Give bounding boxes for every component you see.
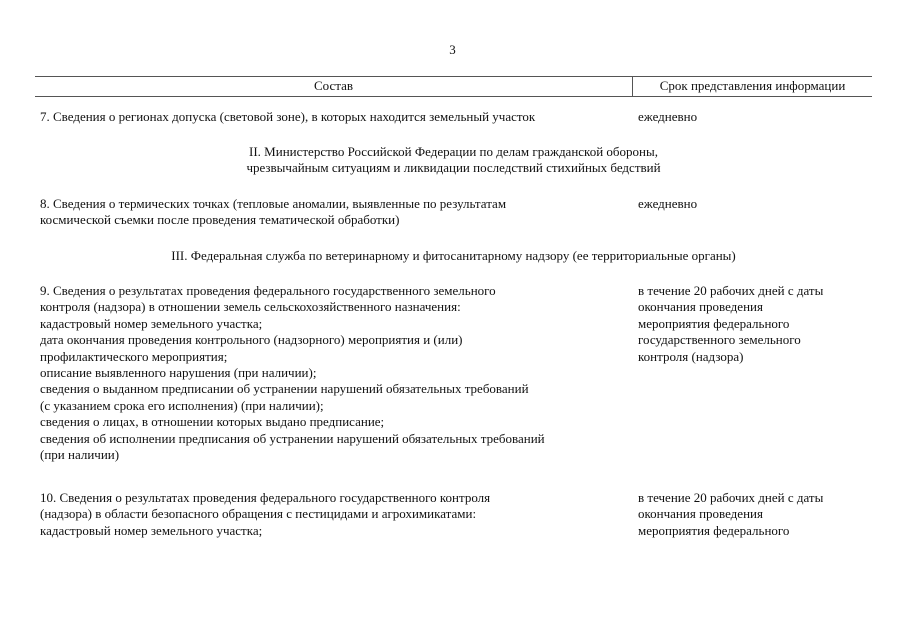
item-9-line: профилактического мероприятия; [40, 348, 228, 364]
item-8-deadline-line: ежедневно [638, 196, 698, 211]
item-10-line: (надзора) в области безопасного обращения с пестицидами и агрохимикатами: [40, 506, 477, 522]
item-8-description [40, 196, 630, 229]
item-9-deadline [638, 283, 878, 365]
item-8-line: 8. Сведения о термических точках (тепловые аномалии, выявленные по результатам [40, 196, 507, 211]
item-9-deadline-line: контроля (надзора) [638, 348, 744, 364]
item-9-description [40, 283, 630, 463]
item-9-deadline-line: окончания проведения [638, 299, 763, 315]
item-10-description [40, 490, 630, 539]
item-10-deadline-line: мероприятия федерального [638, 522, 790, 538]
item-7-deadline-line: ежедневно [638, 109, 698, 124]
section-2-heading-line: II. Министерство Российской Федерации по делам гражданской обороны, [249, 144, 658, 159]
item-10-deadline-line: окончания проведения [638, 506, 763, 522]
item-10-line: 10. Сведения о результатах проведения федерального государственного контроля [40, 490, 491, 505]
item-9-line: кадастровый номер земельного участка; [40, 315, 263, 331]
item-9-deadline-line: государственного земельного [638, 332, 801, 348]
section-2-heading-line: чрезвычайным ситуациям и ликвидации последствий стихийных бедствий [246, 160, 661, 176]
item-8-line: космической съемки после проведения тематической обработки) [40, 212, 400, 228]
table-header-bottom-rule [35, 96, 872, 97]
item-9-line: дата окончания проведения контрольного (надзорного) мероприятия и (или) [40, 332, 463, 348]
section-2-heading [35, 144, 872, 177]
table-header-top-rule [35, 76, 872, 77]
section-3-heading [35, 248, 872, 264]
item-8-deadline [638, 196, 878, 212]
item-9-line: сведения о выданном предписании об устранении нарушений обязательных требований [40, 381, 529, 397]
item-9-line: сведения об исполнении предписания об устранении нарушений обязательных требований [40, 430, 545, 446]
item-9-line: описание выявленного нарушения (при наличии); [40, 365, 317, 381]
item-7-description [40, 109, 630, 125]
column-header-composition: Состав [313, 78, 353, 93]
item-7-line: 7. Сведения о регионах допуска (световой зоне), в которых находится земельный участок [40, 109, 536, 124]
page-number: 3 [449, 42, 456, 57]
section-3-heading-line: III. Федеральная служба по ветеринарному и фитосанитарному надзору (ее территориальные органы) [171, 248, 736, 263]
item-10-line: кадастровый номер земельного участка; [40, 522, 263, 538]
item-9-line: (с указанием срока его исполнения) (при наличии); [40, 397, 324, 413]
column-header-deadline: Срок представления информации [659, 78, 846, 93]
item-9-line: контроля (надзора) в отношении земель сельскохозяйственного назначения: [40, 299, 461, 315]
item-9-deadline-line: в течение 20 рабочих дней с даты [638, 283, 824, 298]
item-7-deadline [638, 109, 878, 125]
item-10-deadline-line: в течение 20 рабочих дней с даты [638, 490, 824, 505]
item-9-deadline-line: мероприятия федерального [638, 315, 790, 331]
item-9-line: (при наличии) [40, 447, 120, 463]
item-10-deadline [638, 490, 878, 539]
item-9-line: 9. Сведения о результатах проведения федерального государственного земельного [40, 283, 496, 298]
item-9-line: сведения о лицах, в отношении которых выдано предписание; [40, 414, 385, 430]
